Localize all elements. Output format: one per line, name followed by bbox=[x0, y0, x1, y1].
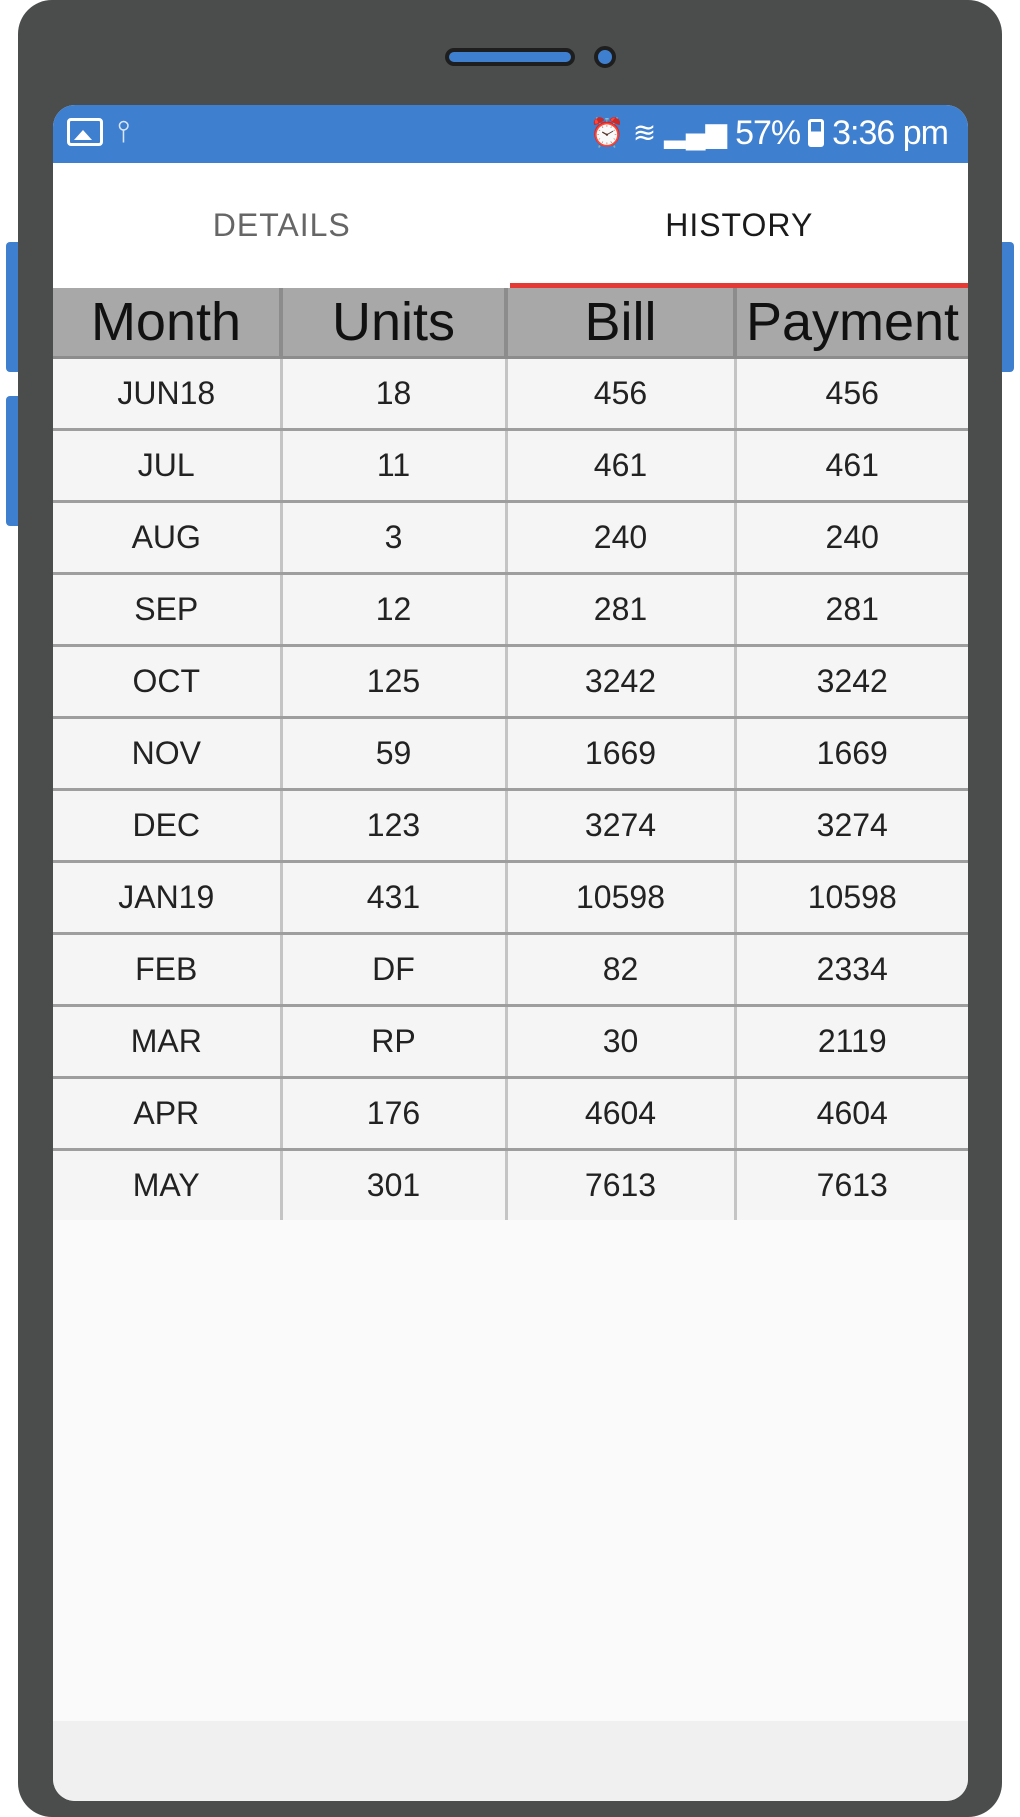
navigation-bar bbox=[53, 1721, 968, 1801]
speaker-grille bbox=[445, 48, 575, 66]
cell-payment: 281 bbox=[735, 574, 968, 646]
table-row bbox=[53, 790, 968, 862]
table-row bbox=[53, 574, 968, 646]
tab-details[interactable]: DETAILS bbox=[212, 207, 351, 243]
table-row bbox=[53, 646, 968, 718]
table-row bbox=[53, 862, 968, 934]
cell-bill: 3242 bbox=[506, 646, 735, 718]
column-header-payment: Payment bbox=[735, 288, 968, 358]
battery-percent: 57% bbox=[735, 114, 801, 152]
cell-bill: 82 bbox=[506, 934, 735, 1006]
cell-units: 125 bbox=[281, 646, 506, 718]
cell-units: 3 bbox=[281, 502, 506, 574]
cell-units: 59 bbox=[281, 718, 506, 790]
table-row bbox=[53, 1078, 968, 1150]
cell-payment: 461 bbox=[735, 430, 968, 502]
screen bbox=[53, 105, 968, 1801]
cell-units: 12 bbox=[281, 574, 506, 646]
cell-payment: 3242 bbox=[735, 646, 968, 718]
cell-units: 123 bbox=[281, 790, 506, 862]
table-row bbox=[53, 718, 968, 790]
cell-units: 301 bbox=[281, 1150, 506, 1221]
cell-month: NOV bbox=[53, 718, 281, 790]
clock: 3:36 pm bbox=[832, 114, 948, 152]
cell-payment: 3274 bbox=[735, 790, 968, 862]
cell-bill: 240 bbox=[506, 502, 735, 574]
table-row bbox=[53, 358, 968, 430]
column-header-month: Month bbox=[53, 288, 281, 358]
active-tab-indicator bbox=[510, 283, 968, 288]
usb-icon: ⫯ bbox=[117, 115, 131, 148]
cell-payment: 456 bbox=[735, 358, 968, 430]
cell-month: APR bbox=[53, 1078, 281, 1150]
signal-icon: ▂▄▆ bbox=[664, 117, 728, 148]
cell-month: SEP bbox=[53, 574, 281, 646]
cell-payment: 240 bbox=[735, 502, 968, 574]
cell-bill: 7613 bbox=[506, 1150, 735, 1221]
battery-icon bbox=[808, 119, 824, 147]
cell-bill: 3274 bbox=[506, 790, 735, 862]
cell-units: DF bbox=[281, 934, 506, 1006]
cell-month: FEB bbox=[53, 934, 281, 1006]
cell-month: AUG bbox=[53, 502, 281, 574]
cell-bill: 456 bbox=[506, 358, 735, 430]
column-header-units: Units bbox=[281, 288, 506, 358]
status-bar bbox=[53, 105, 968, 163]
cell-month: JUN18 bbox=[53, 358, 281, 430]
cell-month: JAN19 bbox=[53, 862, 281, 934]
cell-payment: 4604 bbox=[735, 1078, 968, 1150]
cell-payment: 2119 bbox=[735, 1006, 968, 1078]
cell-month: OCT bbox=[53, 646, 281, 718]
table-row bbox=[53, 1150, 968, 1221]
column-header-bill: Bill bbox=[506, 288, 735, 358]
image-icon bbox=[67, 118, 103, 146]
cell-month: MAY bbox=[53, 1150, 281, 1221]
cell-payment: 10598 bbox=[735, 862, 968, 934]
history-table bbox=[53, 288, 968, 1220]
cell-units: RP bbox=[281, 1006, 506, 1078]
table-row bbox=[53, 934, 968, 1006]
cell-bill: 461 bbox=[506, 430, 735, 502]
cell-month: JUL bbox=[53, 430, 281, 502]
table-header-row bbox=[53, 288, 968, 358]
cell-units: 176 bbox=[281, 1078, 506, 1150]
cell-units: 431 bbox=[281, 862, 506, 934]
tab-bar bbox=[53, 163, 968, 288]
table-row bbox=[53, 1006, 968, 1078]
tab-history[interactable]: HISTORY bbox=[665, 207, 814, 243]
table-row bbox=[53, 430, 968, 502]
cell-bill: 10598 bbox=[506, 862, 735, 934]
cell-bill: 30 bbox=[506, 1006, 735, 1078]
wifi-icon: ≋ bbox=[632, 117, 657, 148]
cell-month: DEC bbox=[53, 790, 281, 862]
table-row bbox=[53, 502, 968, 574]
cell-month: MAR bbox=[53, 1006, 281, 1078]
cell-payment: 7613 bbox=[735, 1150, 968, 1221]
cell-payment: 2334 bbox=[735, 934, 968, 1006]
cell-units: 11 bbox=[281, 430, 506, 502]
cell-bill: 4604 bbox=[506, 1078, 735, 1150]
front-camera bbox=[594, 46, 616, 68]
phone-frame bbox=[18, 0, 1002, 1817]
cell-units: 18 bbox=[281, 358, 506, 430]
cell-bill: 281 bbox=[506, 574, 735, 646]
cell-bill: 1669 bbox=[506, 718, 735, 790]
cell-payment: 1669 bbox=[735, 718, 968, 790]
alarm-icon: ⏰ bbox=[589, 117, 625, 148]
